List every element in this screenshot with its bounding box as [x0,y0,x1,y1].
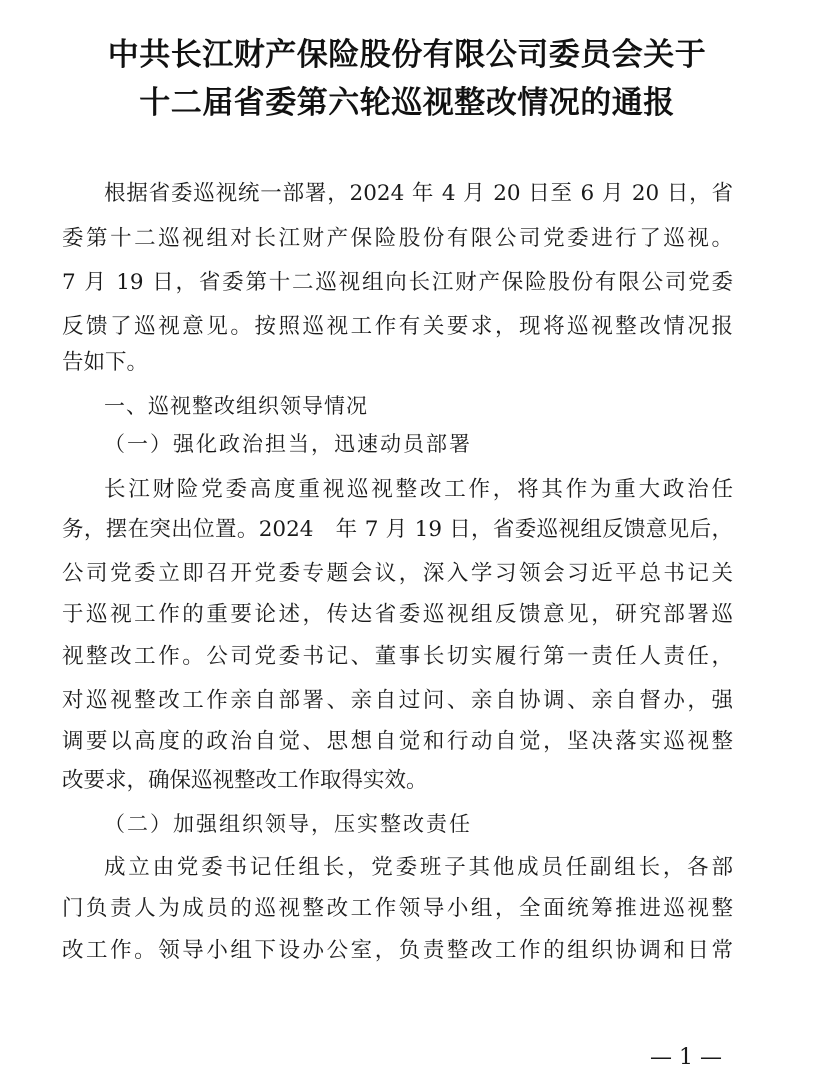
sub1-line-5: 视整改工作。公司党委书记、董事长切实履行第一责任人责任， [62,644,733,669]
intro-line-2: 委第十二巡视组对长江财产保险股份有限公司党委进行了巡视。 [62,226,733,251]
document-title-line-2: 十二届省委第六轮巡视整改情况的通报 [139,85,675,121]
intro-line-3: 7 月 19 日，省委第十二巡视组向长江财产保险股份有限公司党委 [62,270,733,295]
sub1-line-1: 长江财险党委高度重视巡视整改工作，将其作为重大政治任 [104,477,733,502]
section-heading-1: 一、巡视整改组织领导情况 [104,394,368,418]
intro-line-4: 反馈了巡视意见。按照巡视工作有关要求，现将巡视整改情况报 [62,314,733,339]
subsection-heading-1: （一）强化政治担当，迅速动员部署 [104,432,472,456]
sub1-line-7: 调要以高度的政治自觉、思想自觉和行动自觉，坚决落实巡视整 [62,729,733,754]
document-title-line-1: 中共长江财产保险股份有限公司委员会关于 [107,37,707,73]
sub1-line-6: 对巡视整改工作亲自部署、亲自过问、亲自协调、亲自督办，强 [62,688,733,713]
subsection-heading-2: （二）加强组织领导，压实整改责任 [104,812,472,836]
sub1-line-3: 公司党委立即召开党委专题会议，深入学习领会习近平总书记关 [62,561,733,586]
intro-line-1: 根据省委巡视统一部署，2024 年 4 月 20 日至 6 月 20 日，省 [104,181,733,206]
page-number: — 1 — [650,1045,722,1070]
sub1-line-2: 务，摆在突出位置。2024 年 7 月 19 日，省委巡视组反馈意见后， [62,517,733,542]
sub1-line-8: 改要求，确保巡视整改工作取得实效。 [62,768,428,793]
sub1-line-4: 于巡视工作的重要论述，传达省委巡视组反馈意见，研究部署巡 [62,602,733,627]
sub2-line-1: 成立由党委书记任组长，党委班子其他成员任副组长，各部 [104,855,733,880]
sub2-line-3: 改工作。领导小组下设办公室，负责整改工作的组织协调和日常 [62,938,733,963]
sub2-line-2: 门负责人为成员的巡视整改工作领导小组，全面统筹推进巡视整 [62,896,733,921]
intro-line-5: 告如下。 [62,350,149,375]
